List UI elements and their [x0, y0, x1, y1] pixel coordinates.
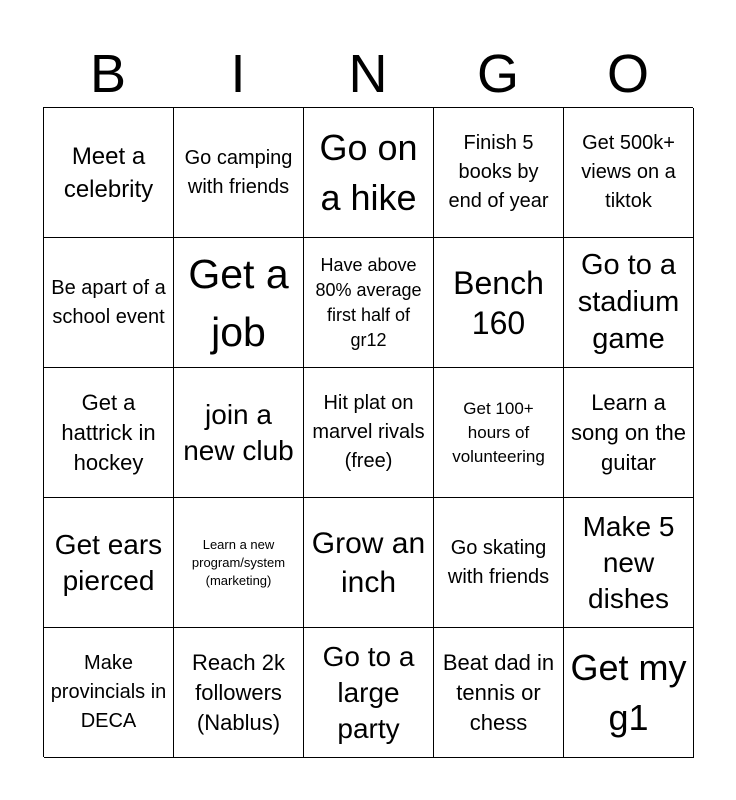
bingo-cell-1[interactable] — [44, 108, 174, 238]
bingo-cell-2[interactable] — [174, 108, 304, 238]
header-letter-b: B — [89, 44, 127, 104]
cell-text: Grow an inch — [311, 526, 426, 599]
bingo-cell-22[interactable] — [174, 628, 304, 758]
bingo-cell-13[interactable] — [304, 368, 434, 498]
bingo-cell-6[interactable] — [44, 238, 174, 368]
bingo-cell-4[interactable] — [434, 108, 564, 238]
cell-text: Make provincials in DECA — [50, 652, 167, 732]
cell-text: Go camping with friends — [184, 146, 293, 198]
cell-text: Get a job — [188, 250, 289, 355]
bingo-cell-20[interactable] — [564, 498, 694, 628]
header-letter-o: O — [606, 44, 649, 104]
cell-text: Reach 2k followers (Nablus) — [192, 649, 285, 735]
cell-text: Bench 160 — [453, 264, 544, 341]
bingo-cell-25[interactable] — [564, 628, 694, 758]
cell-text: Meet a celebrity — [63, 142, 154, 203]
bingo-cell-15[interactable] — [564, 368, 694, 498]
cell-text: Go skating with friends — [447, 536, 550, 588]
header-letter-i: I — [230, 44, 246, 104]
bingo-cell-3[interactable] — [304, 108, 434, 238]
cell-text: Beat dad in tennis or chess — [442, 649, 555, 735]
bingo-cell-18[interactable] — [304, 498, 434, 628]
cell-text: Get 100+ hours of volunteering — [452, 398, 545, 466]
bingo-cell-7[interactable] — [174, 238, 304, 368]
cell-text: Get a hattrick in hockey — [61, 389, 156, 475]
bingo-header — [43, 40, 693, 108]
bingo-cell-14[interactable] — [434, 368, 564, 498]
cell-text: Learn a new program/system (marketing) — [191, 536, 286, 588]
cell-text: Go to a large party — [322, 640, 415, 744]
cell-text: Go to a stadium game — [577, 249, 680, 355]
bingo-cell-23[interactable] — [304, 628, 434, 758]
bingo-cell-12[interactable] — [174, 368, 304, 498]
bingo-cell-21[interactable] — [44, 628, 174, 758]
cell-text: Have above 80% average first half of gr12 — [315, 254, 422, 350]
cell-text: Finish 5 books by end of year — [448, 132, 549, 212]
bingo-cell-5[interactable] — [564, 108, 694, 238]
bingo-cell-16[interactable] — [44, 498, 174, 628]
bingo-cell-11[interactable] — [44, 368, 174, 498]
cell-text: Make 5 new dishes — [582, 510, 675, 614]
cell-text: Get my g1 — [570, 646, 687, 738]
cell-text: Go on a hike — [319, 126, 418, 218]
bingo-cell-9[interactable] — [434, 238, 564, 368]
cell-text: join a new club — [183, 398, 294, 466]
cell-text: Get 500k+ views on a tiktok — [581, 132, 676, 212]
cell-text: Get ears pierced — [54, 528, 163, 596]
bingo-cell-8[interactable] — [304, 238, 434, 368]
cell-text: Be apart of a school event — [51, 276, 166, 328]
bingo-cell-10[interactable] — [564, 238, 694, 368]
header-letter-n: N — [348, 44, 388, 104]
header-letter-g: G — [476, 44, 519, 104]
cell-text: Learn a song on the guitar — [571, 389, 686, 475]
cell-text: Hit plat on marvel rivals (free) — [312, 392, 425, 472]
bingo-cell-24[interactable] — [434, 628, 564, 758]
bingo-cell-17[interactable] — [174, 498, 304, 628]
bingo-cell-19[interactable] — [434, 498, 564, 628]
bingo-board — [43, 107, 693, 757]
